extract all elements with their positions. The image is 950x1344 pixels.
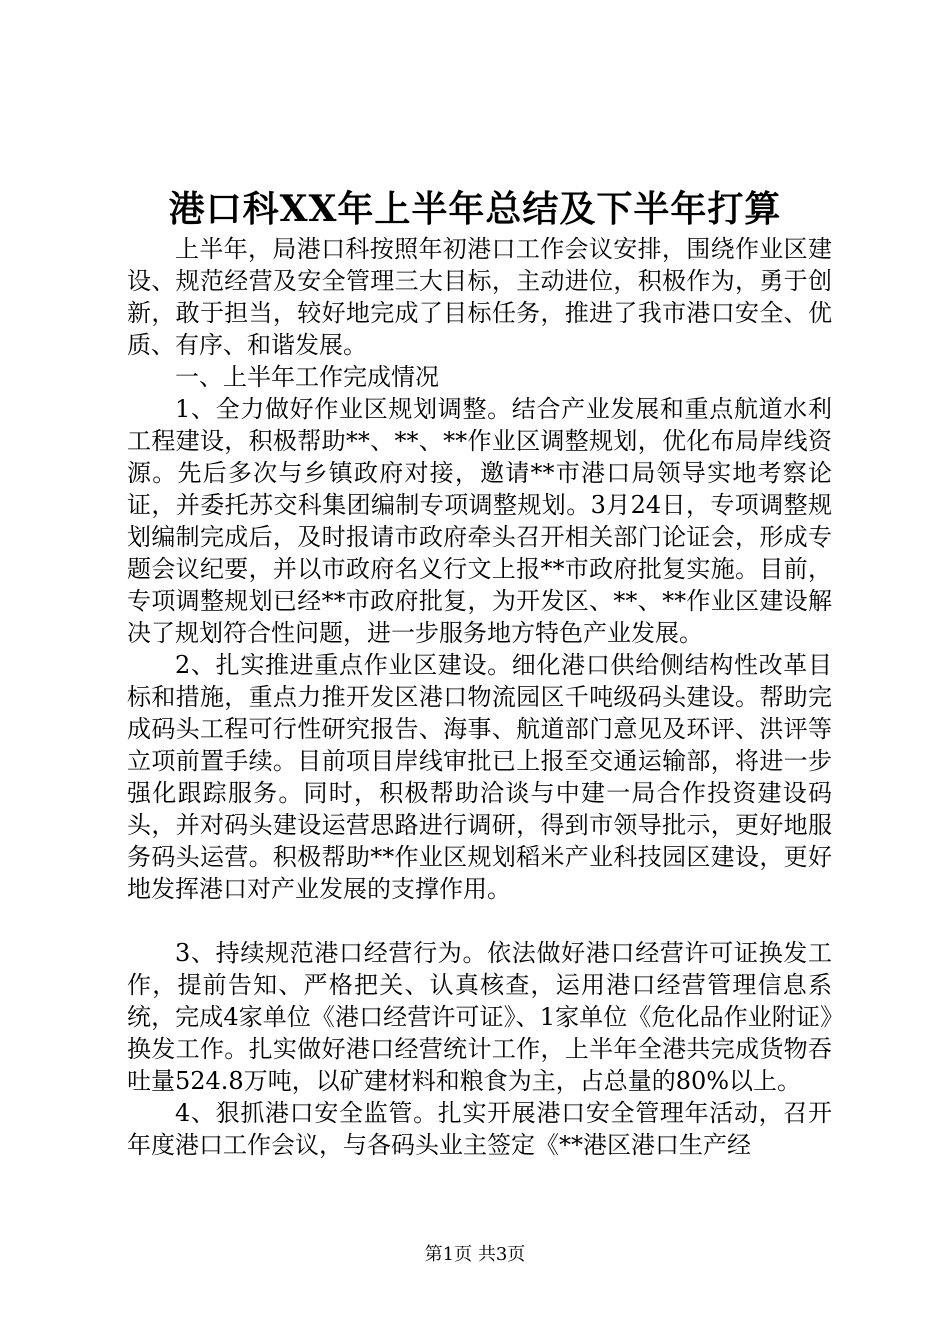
item-1-paragraph: 1、全力做好作业区规划调整。结合产业发展和重点航道水利工程建设，积极帮助**、**、**作业区调整规划，优化布局岸线资源。先后多次与乡镇政府对接，邀请**市港口局领导实地考察论证，并委托苏交科集团编制专项调整规划。3月24日，专项调整规划编制完成后，及时报请市政府牵头召开相关部门论证会，形成专题会议纪要，并以市政府名义行文上报**市政府批复实施。目前，专项调整规划已经**市政府批复，为开发区、**、**作业区建设解决了规划符合性问题，进一步服务地方特色产业发展。 bbox=[127, 395, 832, 647]
document-title: 港口科XX年上半年总结及下半年打算 bbox=[168, 188, 782, 230]
item-4-paragraph: 4、狠抓港口安全监管。扎实开展港口安全管理年活动，召开年度港口工作会议，与各码头业主签定《**港区港口生产经 bbox=[127, 1099, 832, 1159]
intro-paragraph: 上半年，局港口科按照年初港口工作会议安排，围绕作业区建设、规范经营及安全管理三大目标，主动进位，积极作为，勇于创新，敢于担当，较好地完成了目标任务，推进了我市港口安全、优质、有序、和谐发展。 bbox=[127, 235, 832, 359]
item-2-paragraph: 2、扎实推进重点作业区建设。细化港口供给侧结构性改革目标和措施，重点力推开发区港口物流园区千吨级码头建设。帮助完成码头工程可行性研究报告、海事、航道部门意见及环评、洪评等立项前置手续。目前项目岸线审批已上报至交通运输部，将进一步强化跟踪服务。同时，积极帮助洽谈与中建一局合作投资建设码头，并对码头建设运营思路进行调研，得到市领导批示，更好地服务码头运营。积极帮助**作业区规划稻米产业科技园区建设，更好地发挥港口对产业发展的支撑作用。 bbox=[127, 651, 832, 903]
section-heading: 一、上半年工作完成情况 bbox=[175, 363, 439, 391]
document-body bbox=[127, 233, 832, 1161]
item-3-paragraph: 3、持续规范港口经营行为。依法做好港口经营许可证换发工作，提前告知、严格把关、认真核查，运用港口经营管理信息系统，完成4家单位《港口经营许可证》、1家单位《危化品作业附证》换发工作。扎实做好港口经营统计工作，上半年全港共完成货物吞吐量524.8万吨，以矿建材料和粮食为主，占总量的80%以上。 bbox=[127, 939, 832, 1095]
page-footer: 第1页 共3页 bbox=[424, 1244, 526, 1265]
